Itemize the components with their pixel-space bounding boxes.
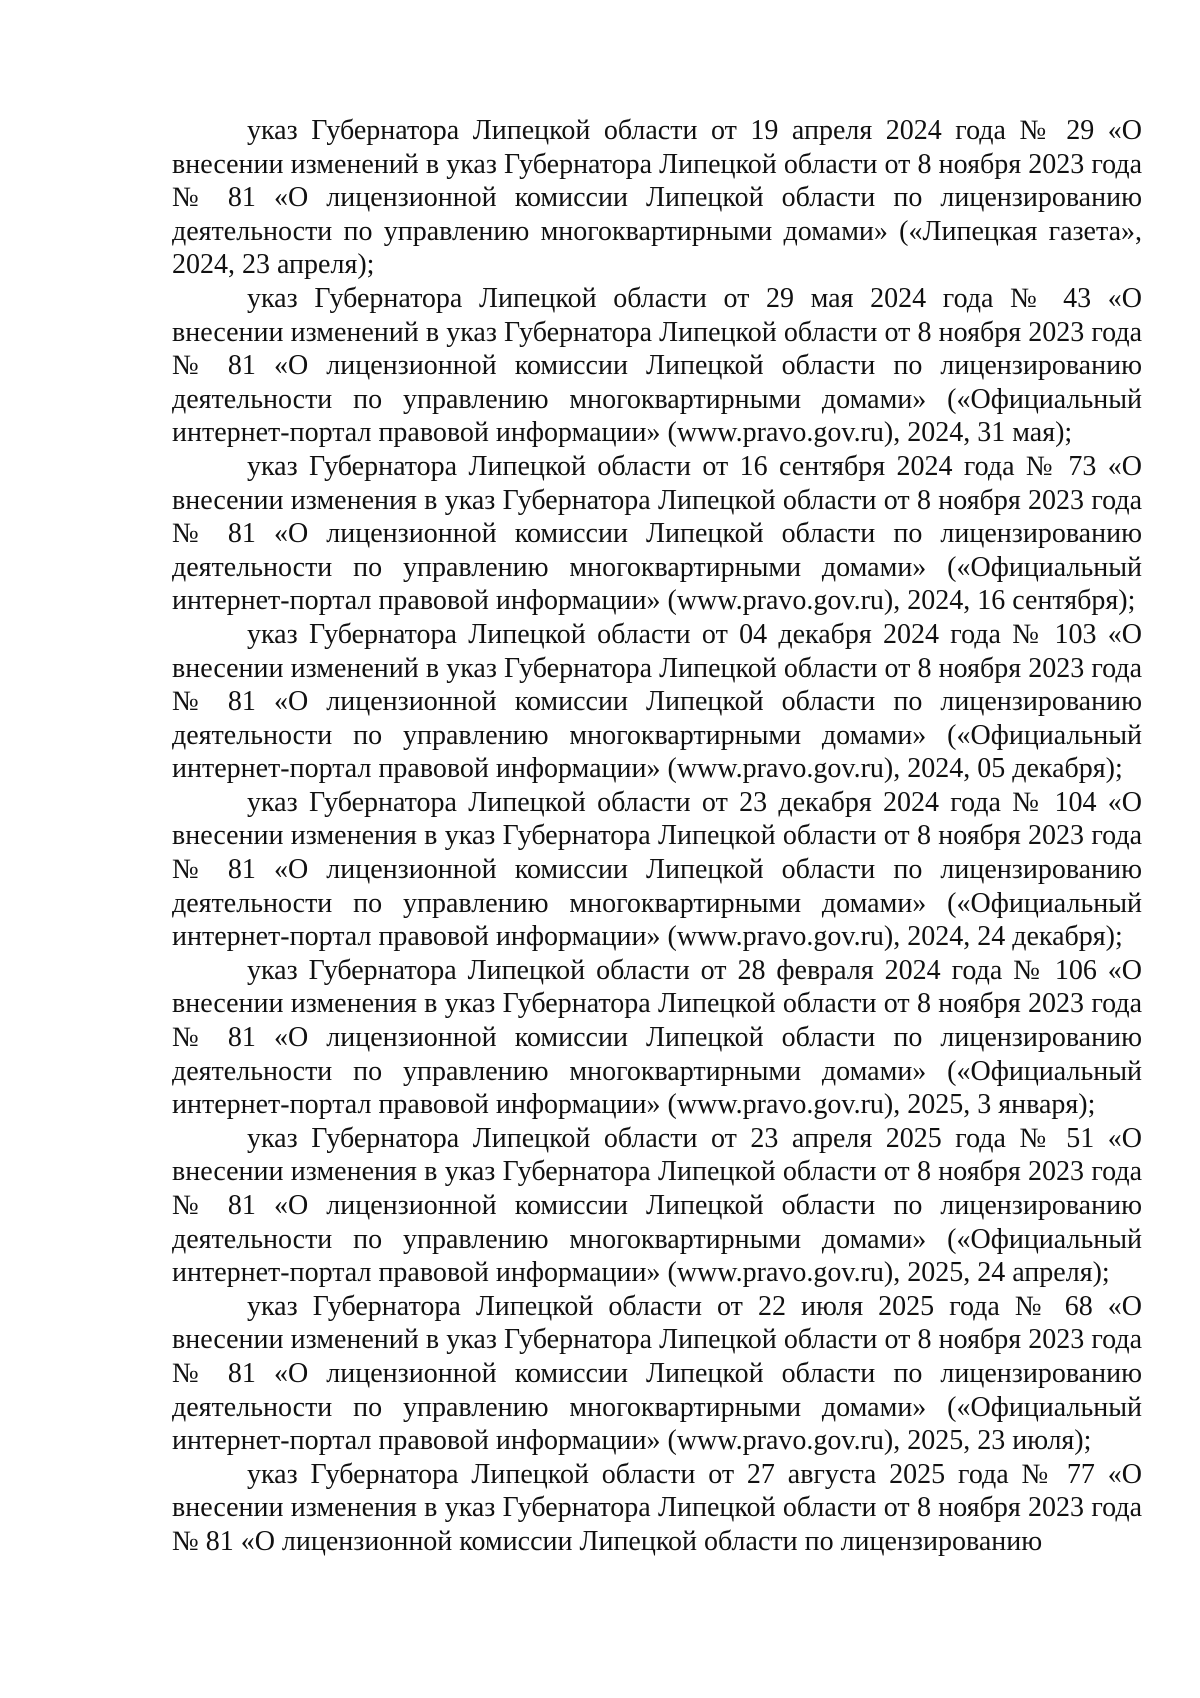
decree-paragraph-4: указ Губернатора Липецкой области от 04 декабря 2024 года № 103 «О внесении изменений в указ Губернатора Липецкой области от 8 ноября 2023 года № 81 «О лицензионной комиссии Липецкой области по лицензированию деятельности по управлению многоквартирными домами» («Официальный интернет-портал правовой информации» (www.pravo.gov.ru), 2024, 05 декабря);	[172, 618, 1142, 785]
decree-paragraph-1: указ Губернатора Липецкой области от 19 апреля 2024 года № 29 «О внесении изменений в указ Губернатора Липецкой области от 8 ноября 2023 года № 81 «О лицензионной комиссии Липецкой области по лицензированию деятельности по управлению многоквартирными домами» («Липецкая газета», 2024, 23 апреля);	[172, 115, 1142, 281]
document-page	[172, 114, 1142, 1559]
decree-paragraph-6: указ Губернатора Липецкой области от 28 февраля 2024 года № 106 «О внесении изменения в указ Губернатора Липецкой области от 8 ноября 2023 года № 81 «О лицензионной комиссии Липецкой области по лицензированию деятельности по управлению многоквартирными домами» («Официальный интернет-портал правовой информации» (www.pravo.gov.ru), 2025, 3 января);	[172, 954, 1142, 1121]
decree-paragraph-5: указ Губернатора Липецкой области от 23 декабря 2024 года № 104 «О внесении изменения в указ Губернатора Липецкой области от 8 ноября 2023 года № 81 «О лицензионной комиссии Липецкой области по лицензированию деятельности по управлению многоквартирными домами» («Официальный интернет-портал правовой информации» (www.pravo.gov.ru), 2024, 24 декабря);	[172, 786, 1142, 953]
decree-paragraph-2: указ Губернатора Липецкой области от 29 мая 2024 года № 43 «О внесении изменений в указ Губернатора Липецкой области от 8 ноября 2023 года № 81 «О лицензионной комиссии Липецкой области по лицензированию деятельности по управлению многоквартирными домами» («Официальный интернет-портал правовой информации» (www.pravo.gov.ru), 2024, 31 мая);	[172, 282, 1142, 449]
decree-paragraph-3: указ Губернатора Липецкой области от 16 сентября 2024 года № 73 «О внесении изменения в указ Губернатора Липецкой области от 8 ноября 2023 года № 81 «О лицензионной комиссии Липецкой области по лицензированию деятельности по управлению многоквартирными домами» («Официальный интернет-портал правовой информации» (www.pravo.gov.ru), 2024, 16 сентября);	[172, 450, 1142, 617]
decree-paragraph-9: указ Губернатора Липецкой области от 27 августа 2025 года № 77 «О внесении изменения в указ Губернатора Липецкой области от 8 ноября 2023 года № 81 «О лицензионной комиссии Липецкой области по лицензированию	[172, 1458, 1142, 1557]
decree-paragraph-7: указ Губернатора Липецкой области от 23 апреля 2025 года № 51 «О внесении изменения в указ Губернатора Липецкой области от 8 ноября 2023 года № 81 «О лицензионной комиссии Липецкой области по лицензированию деятельности по управлению многоквартирными домами» («Официальный интернет-портал правовой информации» (www.pravo.gov.ru), 2025, 24 апреля);	[172, 1122, 1142, 1289]
decree-paragraph-8: указ Губернатора Липецкой области от 22 июля 2025 года № 68 «О внесении изменений в указ Губернатора Липецкой области от 8 ноября 2023 года № 81 «О лицензионной комиссии Липецкой области по лицензированию деятельности по управлению многоквартирными домами» («Официальный интернет-портал правовой информации» (www.pravo.gov.ru), 2025, 23 июля);	[172, 1290, 1142, 1457]
